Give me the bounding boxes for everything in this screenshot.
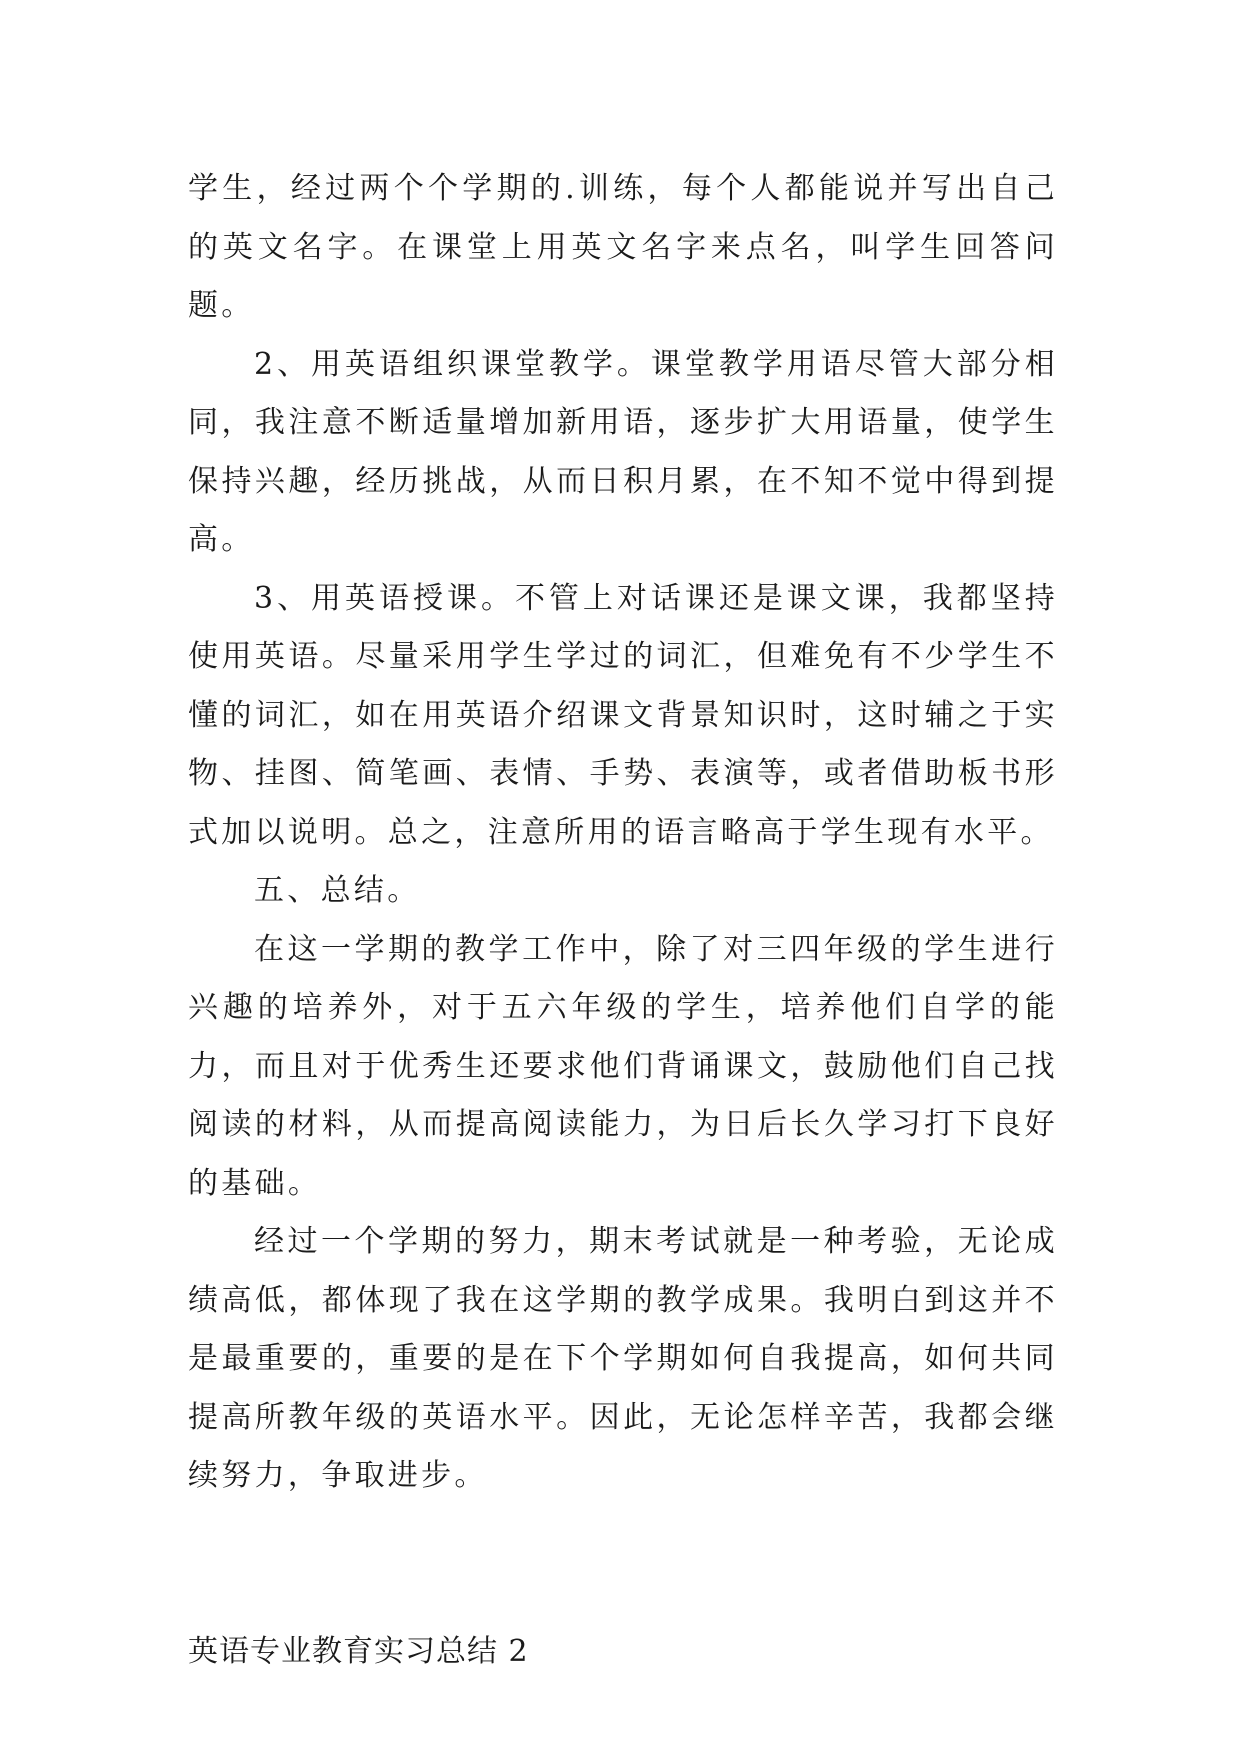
paragraph-summary-2: 经过一个学期的努力，期末考试就是一种考验，无论成绩高低，都体现了我在这学期的教学成果。我明白到这并不是最重要的，重要的是在下个学期如何自我提高，如何共同提高所教年级的英语水平。因此，无论怎样辛苦，我都会继续努力，争取进步。 (188, 1224, 1058, 1493)
paragraph-point-2: 2、用英语组织课堂教学。课堂教学用语尽管大部分相同，我注意不断适量增加新用语，逐步扩大用语量，使学生保持兴趣，经历挑战，从而日积月累，在不知不觉中得到提高。 (188, 346, 1058, 557)
section-title: 英语专业教育实习总结 2 (188, 1633, 529, 1669)
blank-line (188, 1506, 1058, 1565)
paragraph-point-3: 3、用英语授课。不管上对话课还是课文课，我都坚持使用英语。尽量采用学生学过的词汇，但难免有不少学生不懂的词汇，如在用英语介绍课文背景知识时，这时辅之于实物、挂图、简笔画、表情、手势、表演等，或者借助板书形式加以说明。总之，注意所用的语言略高于学生现有水平。 (188, 580, 1058, 850)
paragraph-continuation: 学生，经过两个个学期的.训练，每个人都能说并写出自己的英文名字。在课堂上用英文名字来点名，叫学生回答问题。 (188, 171, 1058, 323)
document-body (188, 160, 1058, 1681)
blank-line (188, 1564, 1058, 1623)
paragraph-summary-1: 在这一学期的教学工作中，除了对三四年级的学生进行兴趣的培养外，对于五六年级的学生，培养他们自学的能力，而且对于优秀生还要求他们背诵课文，鼓励他们自己找阅读的材料，从而提高阅读能力，为日后长久学习打下良好的基础。 (188, 931, 1058, 1201)
section-heading-summary: 五、总结。 (254, 873, 421, 908)
